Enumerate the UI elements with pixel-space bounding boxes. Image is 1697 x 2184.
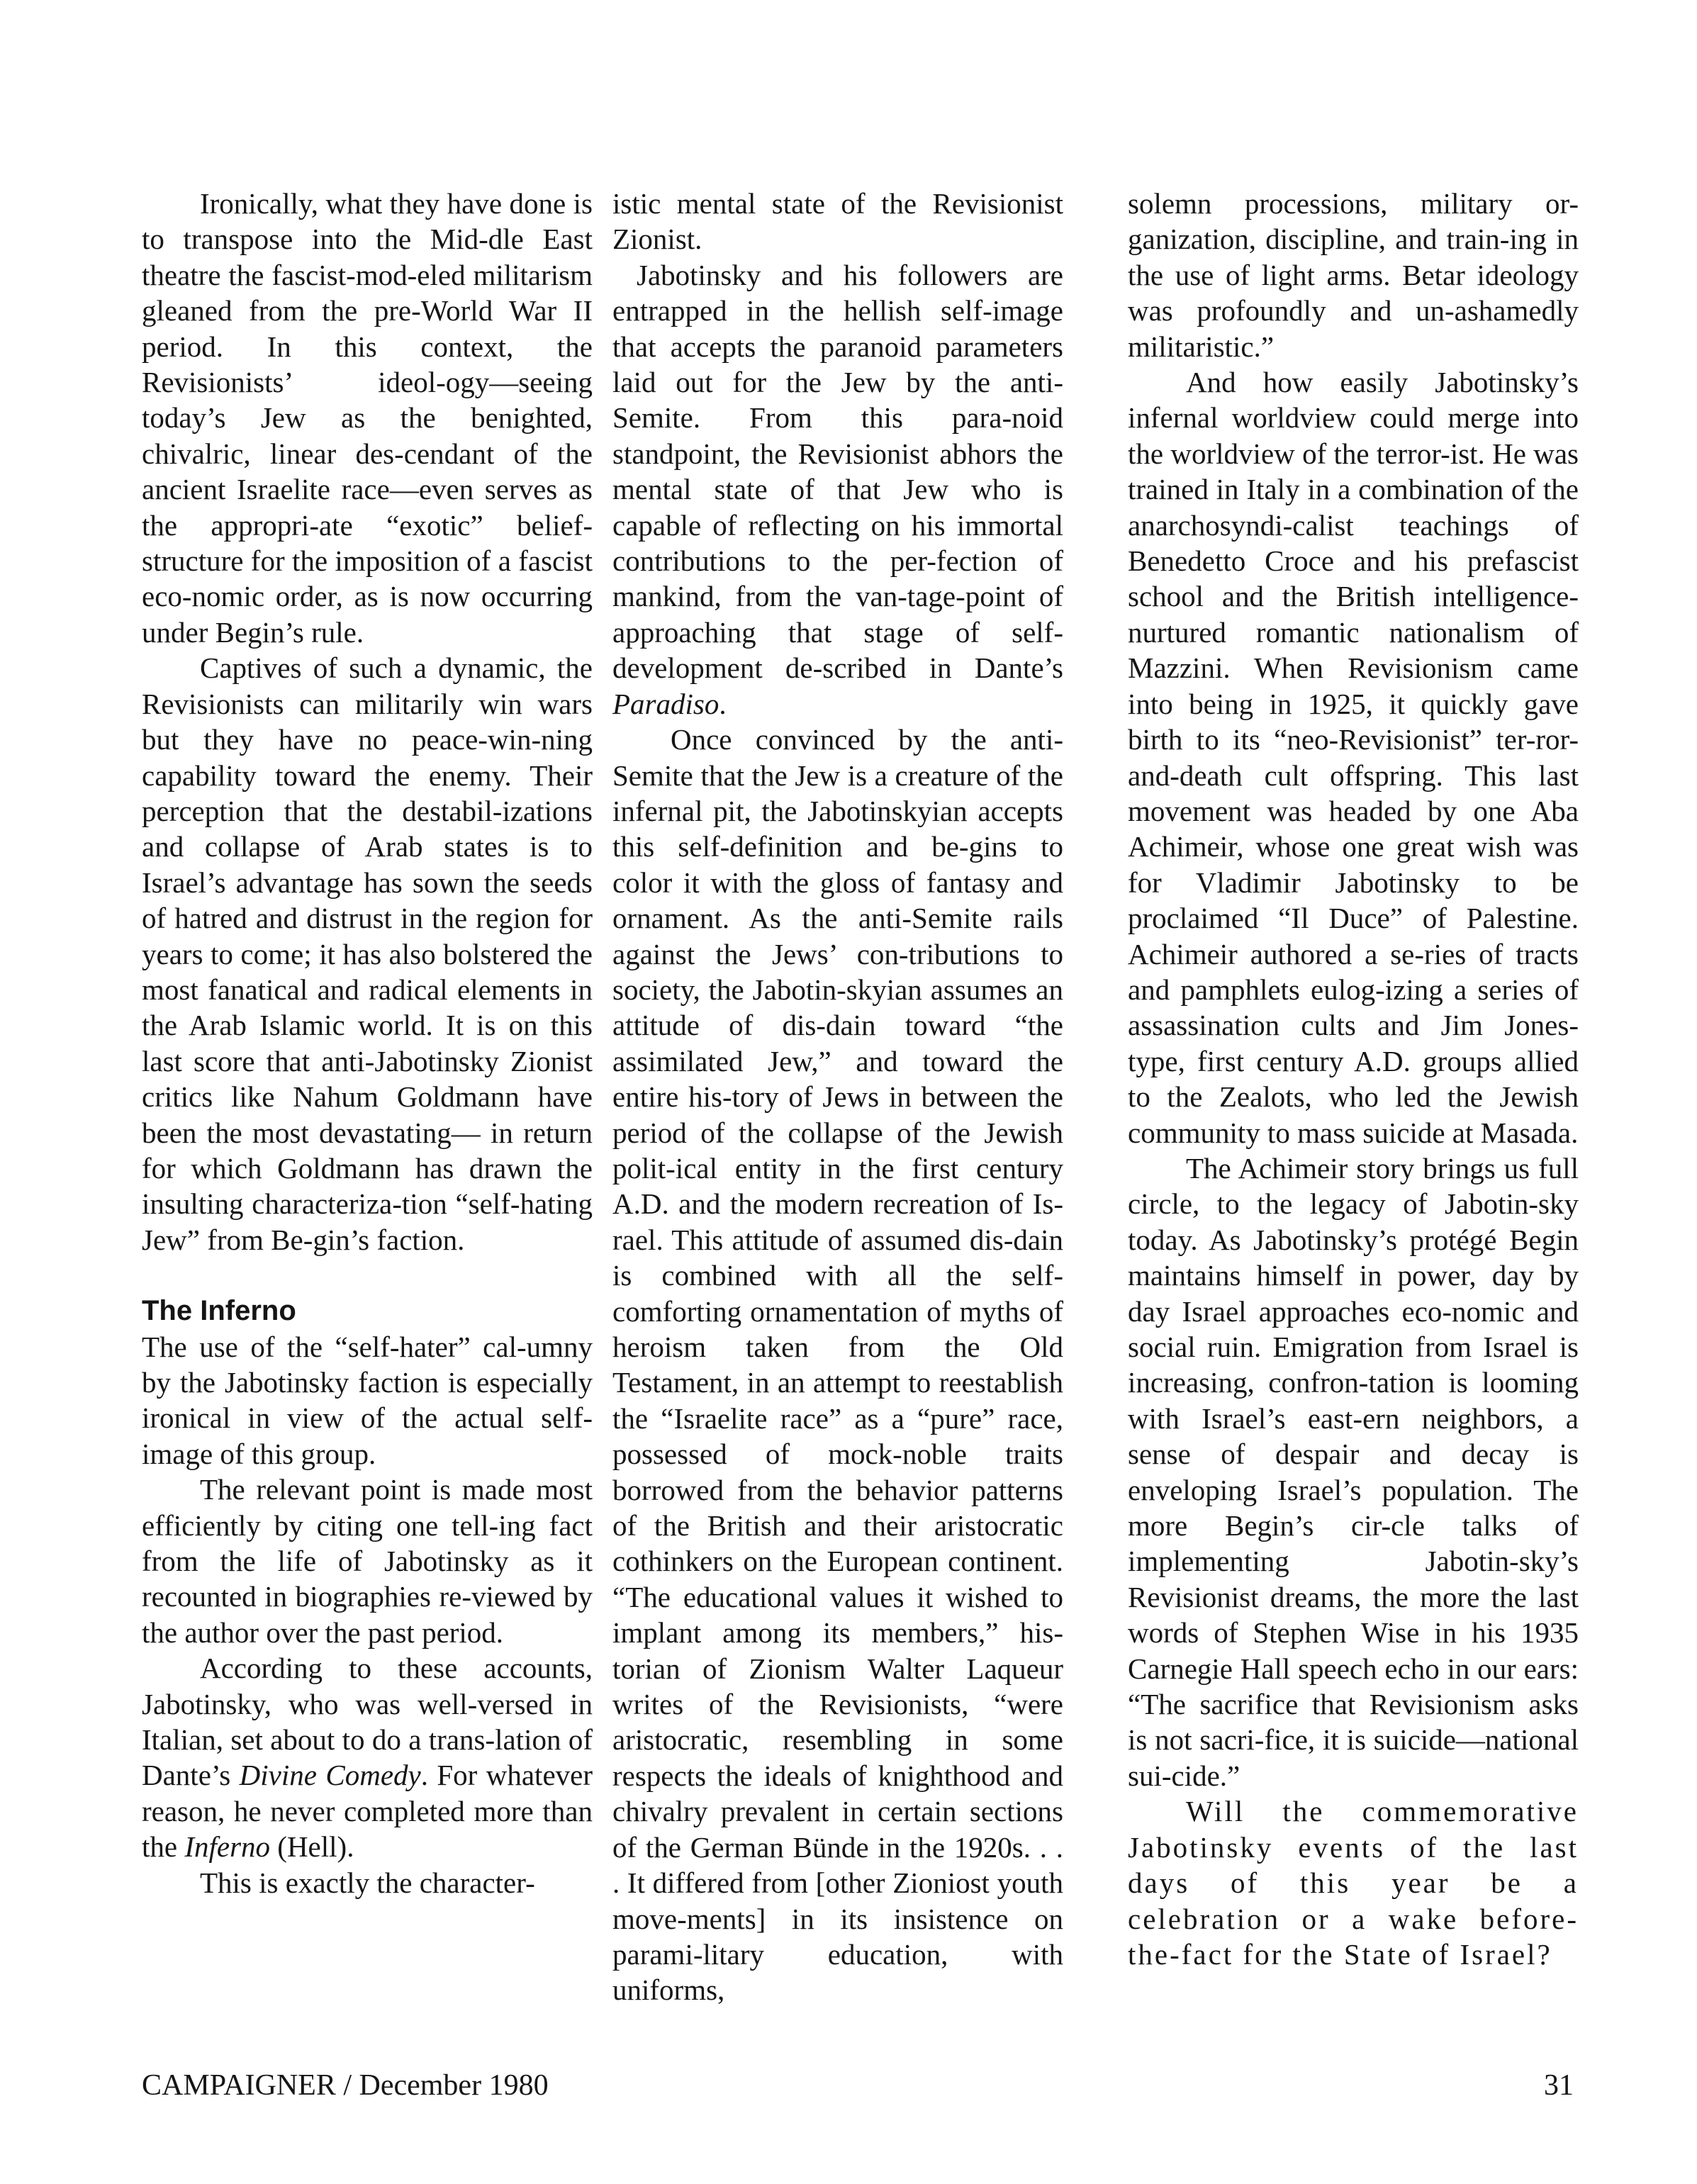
paragraph: istic mental state of the Revisionist Zionist. <box>612 187 1063 256</box>
publication-footer: CAMPAIGNER / December 1980 <box>142 2069 549 2102</box>
text-column-1 <box>142 186 593 1900</box>
paragraph: Captives of such a dynamic, the Revisionists can militarily win wars but they have no peace-win-ning capability toward the enemy. Their perception that the destabil-izations and collapse of Arab states is to Israel’s advantage has sown the seeds of hatred and distrust in the region for years to come; it has also bolstered the most fanatical and radical elements in the Arab Islamic world. It is on this last score that anti-Jabotinsky Zionist critics like Nahum Goldmann have been the most devastating— in return for which Goldmann has drawn the insulting characteriza-tion “self-hating Jew” from Be-gin’s faction. <box>142 651 593 1256</box>
text-column-3 <box>1128 186 1579 1972</box>
section-heading: The Inferno <box>142 1295 296 1327</box>
paragraph-text: Jabotinsky and his followers are entrapped in the hellish self-image that accepts the paranoid parameters laid out for the Jew by the anti-Semite. From this para-noid standpoint, the Revisionist abhors the mental state of that Jew who is capable of reflecting on his immortal contributions to the per-fection of mankind, from the van-tage-point of approaching that stage of self-development de-scribed in Dante’s <box>612 258 1063 685</box>
page-number: 31 <box>1544 2069 1574 2102</box>
paragraph-text: . <box>719 687 727 720</box>
paragraph: And how easily Jabotinsky’s infernal worldview could merge into the worldview of the terror-ist. He was trained in Italy in a combination of the anarchosyndi-calist teachings of Benedetto Croce and his prefascist school and the British intelligence-nurtured romantic nationalism of Mazzini. When Revisionism came into being in 1925, it quickly gave birth to its “neo-Revisionist” ter-ror-and-death cult offspring. This last movement was headed by one Aba Achimeir, whose one great wish was for Vladimir Jabotinsky to be proclaimed “Il Duce” of Palestine. Achimeir authored a se-ries of tracts and pamphlets eulog-izing a series of assassination cults and Jim Jones-type, first century A.D. groups allied to the Zealots, who led the Jewish community to mass suicide at Masada. <box>1128 366 1579 1149</box>
paragraph: Once convinced by the anti-Semite that the Jew is a creature of the infernal pit, the Jabotinskyian accepts this self-definition and be-gins to color it with the gloss of fantasy and ornament. As the anti-Semite rails against the Jews’ con-tributions to society, the Jabotin-skyian assumes an attitude of dis-dain toward “the assimilated Jew,” and toward the entire his-tory of Jews in between the period of the collapse of the Jewish polit-ical entity in the first century A.D. and the modern recreation of Is-rael. This attitude of assumed dis-dain is combined with all the self-comforting ornamentation of myths of heroism taken from the Old Testament, in an attempt to reestablish the “Israelite race” as a “pure” race, possessed of mock-noble traits borrowed from the behavior patterns of the British and their aristocratic cothinkers on the European continent. “The educational values it wished to implant among its members,” his-torian of Zionism Walter Laqueur writes of the Revisionists, “were aristocratic, resembling in some respects the ideals of knighthood and chivalry prevalent in certain sections of the German Bünde in the 1920s. . . . It differed from [other Zioniost youth move-ments] in its insistence on parami-litary education, with uniforms, <box>612 723 1063 2007</box>
book-title: Paradiso <box>612 687 719 720</box>
book-title: Divine Comedy <box>239 1759 421 1792</box>
text-column-2 <box>612 186 1063 2008</box>
paragraph: Ironically, what they have done is to transpose into the Mid-dle East theatre the fascist-mod-eled militarism gleaned from the pre-World War II period. In this context, the Revisionists’ ideol-ogy—seeing today’s Jew as the benighted, chivalric, linear des-cendant of the ancient Israelite race—even serves as the appropri-ate “exotic” belief-structure for the imposition of a fascist eco-nomic order, as is now occurring under Begin’s rule. <box>142 187 593 649</box>
paragraph-text: According to these accounts, Jabotinsky, who was well-versed in Italian, set about to do a trans-lation of Dante’s <box>142 1652 593 1792</box>
book-title: Inferno <box>184 1830 271 1864</box>
paragraph: The use of the “self-hater” cal-umny by the Jabotinsky faction is especially ironical in view of the actual self-image of this group. <box>142 1330 593 1470</box>
paragraph: This is exactly the character- <box>200 1866 535 1899</box>
paragraph: solemn processions, military or-ganization, discipline, and train-ing in the use of light arms. Betar ideology was profoundly and un-ashamedly militaristic.” <box>1128 187 1579 363</box>
paragraph: Will the commemorative Jabotinsky events of the last days of this year be a celebration or a wake before-the-fact for the State of Israel? <box>1128 1795 1579 1971</box>
paragraph: The relevant point is made most efficiently by citing one tell-ing fact from the life of Jabotinsky as it recounted in biographies re-viewed by the author over the past period. <box>142 1473 593 1649</box>
paragraph <box>142 1650 593 1864</box>
paragraph: The Achimeir story brings us full circle, to the legacy of Jabotin-sky today. As Jabotinsky’s protégé Begin maintains himself in power, day by day Israel approaches eco-nomic and social ruin. Emigration from Israel is increasing, confron-tation is looming with Israel’s east-ern neighbors, a sense of despair and decay is enveloping Israel’s population. The more Begin’s cir-cle talks of implementing Jabotin-sky’s Revisionist dreams, the more the last words of Stephen Wise in his 1935 Carnegie Hall speech echo in our ears: “The sacrifice that Revisionism asks is not sacri-fice, it is suicide—national sui-cide.” <box>1128 1151 1579 1792</box>
paragraph-text: (Hell). <box>270 1830 354 1864</box>
paragraph <box>612 257 1063 722</box>
paragraph-text: . For whatever reason, he never completed more than the <box>142 1759 593 1864</box>
